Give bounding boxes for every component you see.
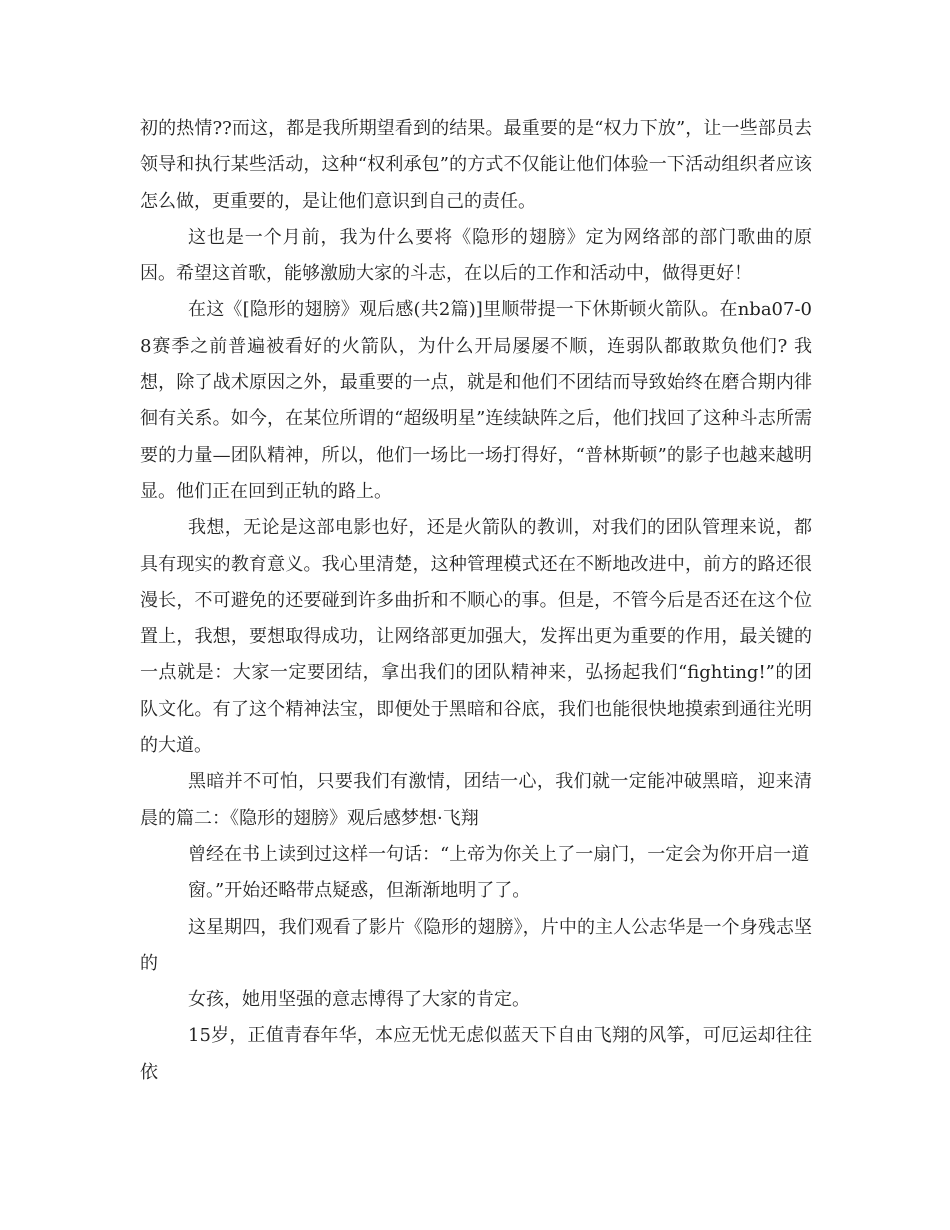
paragraph: 这也是一个月前，我为什么要将《隐形的翅膀》定为网络部的部门歌曲的原因。希望这首歌，能够激励大家的斗志，在以后的工作和活动中，做得更好！ [140, 226, 812, 285]
paragraph: 初的热情??而这，都是我所期望看到的结果。最重要的是“权力下放”，让一些部员去领导和执行某些活动，这种“权利承包”的方式不仅能让他们体验一下活动组织者应该怎么做，更重要的，是让他们意识到自己的责任。 [140, 118, 812, 212]
paragraph: 15岁，正值青春年华，本应无忧无虑似蓝天下自由飞翔的风筝，可厄运却往往依 [140, 1025, 812, 1083]
paragraph: 女孩，她用坚强的意志博得了大家的肯定。 [188, 989, 530, 1011]
document-body [140, 111, 812, 1091]
paragraph: 黑暗并不可怕，只要我们有激情，团结一心，我们就一定能冲破黑暗，迎来清晨的篇二：《隐形的翅膀》观后感梦想·飞翔 [140, 771, 812, 829]
paragraph: 窗。”开始还略带点疑惑，但渐渐地明了了。 [188, 880, 531, 902]
paragraph: 这星期四，我们观看了影片《隐形的翅膀》，片中的主人公志华是一个身残志坚的 [140, 916, 812, 974]
paragraph: 在这《[隐形的翅膀》观后感(共2篇)]里顺带提一下休斯顿火箭队。在nba07-08赛季之前普遍被看好的火箭队，为什么开局屡屡不顺，连弱队都敢欺负他们? 我想，除了战术原因之外，最重要的一点，就是和他们不团结而导致始终在磨合期内徘徊有关系。如今，在某位所谓的“超级明星”连续缺阵之后，他们找回了这种斗志所需要的力量—团队精神，所以，他们一场比一场打得好，“普林斯顿”的影子也越来越明显。他们正在回到正轨的路上。 [140, 299, 812, 502]
paragraph: 曾经在书上读到过这样一句话：“上帝为你关上了一扇门，一定会为你开启一道 [188, 843, 810, 865]
paragraph: 我想，无论是这部电影也好，还是火箭队的教训，对我们的团队管理来说，都具有现实的教育意义。我心里清楚，这种管理模式还在不断地改进中，前方的路还很漫长，不可避免的还要碰到许多曲折和不顺心的事。但是，不管今后是否还在这个位置上，我想，要想取得成功，让网络部更加强大，发挥出更为重要的作用，最关键的一点就是：大家一定要团结，拿出我们的团队精神来，弘扬起我们“fighting!”的团队文化。有了这个精神法宝，即便处于黑暗和谷底，我们也能很快地摸索到通往光明的大道。 [140, 517, 812, 757]
